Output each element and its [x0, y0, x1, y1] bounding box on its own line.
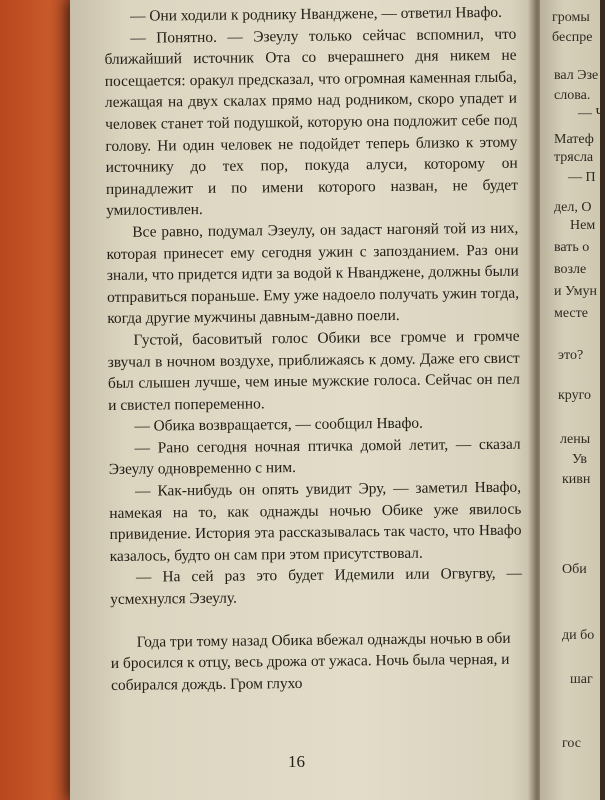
adjacent-text-fragment: и Умун [554, 284, 598, 299]
adjacent-text-fragment: слова. [554, 88, 591, 103]
paragraph: Года три тому назад Обика вбежал однажды ночью в оби и бросился к отцу, весь дрожа от ужаса. Ночь была черная, и собирался дождь. Гром глухо [110, 629, 511, 694]
page-body-text [104, 2, 523, 697]
adjacent-page [540, 0, 605, 800]
paragraph: Густой, басовитый голос Обики все громче и громче звучал в ночном воздухе, приближаясь к дому. Даже его свист был слышен лучше, чем иные мужские голоса. Сейчас он пел и свистел попеременно. [107, 327, 521, 414]
paragraph: — Рано сегодня ночная птичка домой летит, — сказал Эзеулу одновременно с ним. [108, 435, 521, 479]
adjacent-text-fragment: — Ч [578, 106, 605, 121]
adjacent-text-fragment: Нем [570, 218, 596, 233]
adjacent-text-fragment: лены [560, 432, 591, 447]
paragraph: — На сей раз это будет Идемили или Огвугву, — усмехнулся Эзеулу. [110, 565, 523, 608]
paragraph: Все равно, подумал Эзеулу, он задаст нагоняй той из них, которая принесет ему сегодня ужин с запозданием. Раз они знали, что придется идти за водой к Нванджене, должны были отправиться пораньше. Ему уже надоело получать ужин тогда, когда другие мужчины давным-давно поели. [106, 219, 520, 328]
paragraph: — Они ходили к роднику Нванджене, — ответил Нвафо. [130, 3, 503, 25]
adjacent-text-fragment: дел, О [554, 200, 592, 215]
paragraph: — Обика возвращается, — сообщил Нвафо. [134, 414, 424, 435]
paragraph: — Как-нибудь он опять увидит Эру, — заметил Нвафо, намекая на то, как однажды ночью Обике уже явилось привидение. История эта рассказывалась так часто, что Нвафо казалось, будто он сам при этом присутствовал. [109, 478, 522, 565]
adjacent-text-fragment: вать о [554, 240, 590, 255]
adjacent-text-fragment: круго [558, 388, 592, 403]
adjacent-text-fragment: вал Эзе [554, 68, 599, 83]
adjacent-text-fragment: трясла [554, 150, 594, 165]
adjacent-text-fragment: ди бо [562, 628, 595, 643]
adjacent-text-fragment: Ув [572, 452, 587, 467]
adjacent-text-fragment: гос [562, 736, 581, 751]
page-number: 16 [288, 752, 305, 771]
adjacent-text-fragment: Матеф [554, 132, 594, 147]
adjacent-text-fragment: это? [558, 348, 584, 363]
paragraph: — Понятно. — Эзеулу только сейчас вспомнил, что ближайший источник Ота со вчерашнего дня никем не посещается: оракул предсказал, что огромная каменная глыба, лежащая на двух скалах прямо над родником, скоро упадет и человек станет той подушкой, которую она подложит себе под голову. Ни один человек не подойдет теперь близко к этому источнику до тех пор, покуда алуси, которому он принадлежит и по имени которого назван, не будет умилостивлен. [104, 25, 518, 220]
adjacent-text-fragment: кивн [562, 472, 591, 487]
adjacent-text-fragment: месте [554, 306, 588, 321]
adjacent-text-fragment: шаг [570, 672, 593, 687]
adjacent-text-fragment: возле [554, 262, 587, 277]
adjacent-text-fragment: громы [552, 10, 590, 25]
adjacent-text-fragment: — П [568, 170, 596, 185]
adjacent-text-fragment: беспре [552, 30, 593, 45]
adjacent-text-fragment: Оби [562, 562, 587, 577]
